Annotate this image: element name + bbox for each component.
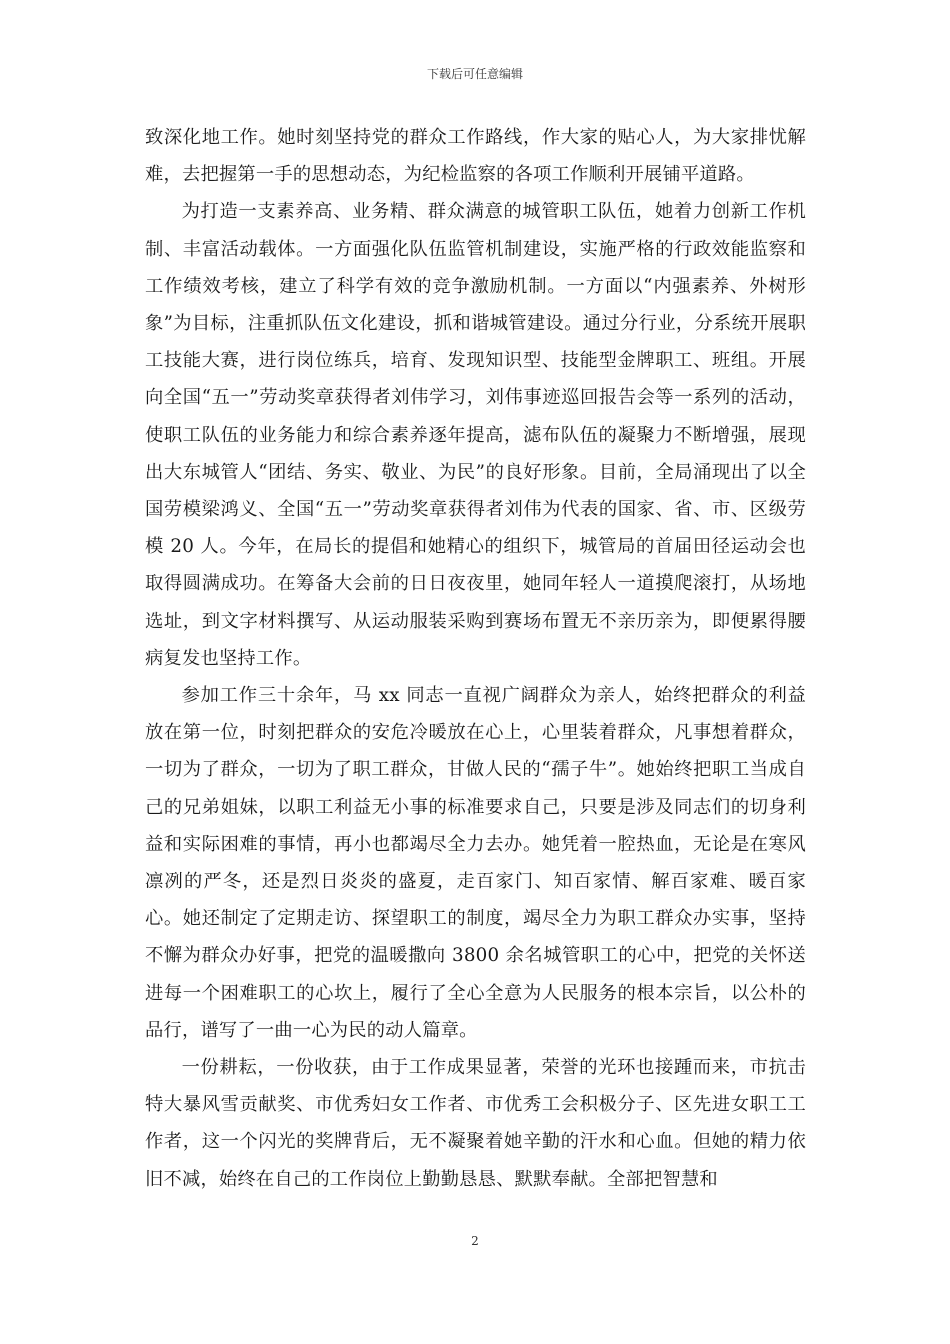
document-body (145, 119, 806, 1198)
paragraph-1: 致深化地工作。她时刻坚持党的群众工作路线，作大家的贴心人，为大家排忧解难，去把握第一手的思想动态，为纪检监察的各项工作顺利开展铺平道路。 (145, 127, 806, 186)
paragraph-2: 为打造一支素养高、业务精、群众满意的城管职工队伍，她着力创新工作机制、丰富活动载体。一方面强化队伍监管机制建设，实施严格的行政效能监察和工作绩效考核，建立了科学有效的竞争激励机制。一方面以“内强素养、外树形象”为目标，注重抓队伍文化建设，抓和谐城管建设。通过分行业，分系统开展职工技能大赛，进行岗位练兵，培育、发现知识型、技能型金牌职工、班组。开展向全国“五一”劳动奖章获得者刘伟学习，刘伟事迹巡回报告会等一系列的活动，使职工队伍的业务能力和综合素养逐年提高，滤布队伍的凝聚力不断增强，展现出大东城管人“团结、务实、敬业、为民”的良好形象。目前，全局涌现出了以全国劳模梁鸿义、全国“五一”劳动奖章获得者刘伟为代表的国家、省、市、区级劳模 20 人。今年，在局长的提倡和她精心的组织下，城管局的首届田径运动会也取得圆满成功。在筹备大会前的日日夜夜里，她同年轻人一道摸爬滚打，从场地选址，到文字材料撰写、从运动服装采购到赛场布置无不亲历亲为，即便累得腰病复发也坚持工作。 (145, 201, 806, 669)
paragraph-4: 一份耕耘，一份收获，由于工作成果显著，荣誉的光环也接踵而来，市抗击特大暴风雪贡献奖、市优秀妇女工作者、市优秀工会积极分子、区先进女职工工作者，这一个闪光的奖牌背后，无不凝聚着她辛勤的汗水和心血。但她的精力依旧不减，始终在自己的工作岗位上勤勤恳恳、默默奉献。全部把智慧和 (145, 1057, 806, 1190)
paragraph-3: 参加工作三十余年，马 xx 同志一直视广阔群众为亲人，始终把群众的利益放在第一位，时刻把群众的安危冷暖放在心上，心里装着群众，凡事想着群众，一切为了群众，一切为了职工群众，甘做人民的“孺子牛”。她始终把职工当成自己的兄弟姐妹，以职工利益无小事的标准要求自己，只要是涉及同志们的切身利益和实际困难的事情，再小也都竭尽全力去办。她凭着一腔热血，无论是在寒风凛冽的严冬，还是烈日炎炎的盛夏，走百家门、知百家情、解百家难、暖百家心。她还制定了定期走访、探望职工的制度，竭尽全力为职工群众办实事，坚持不懈为群众办好事，把党的温暖撒向 3800 余名城管职工的心中，把党的关怀送进每一个困难职工的心坎上，履行了全心全意为人民服务的根本宗旨，以公朴的品行，谱写了一曲一心为民的动人篇章。 (145, 685, 806, 1041)
page-header: 下载后可任意编辑 (426, 67, 523, 81)
page-number: 2 (471, 1234, 479, 1248)
